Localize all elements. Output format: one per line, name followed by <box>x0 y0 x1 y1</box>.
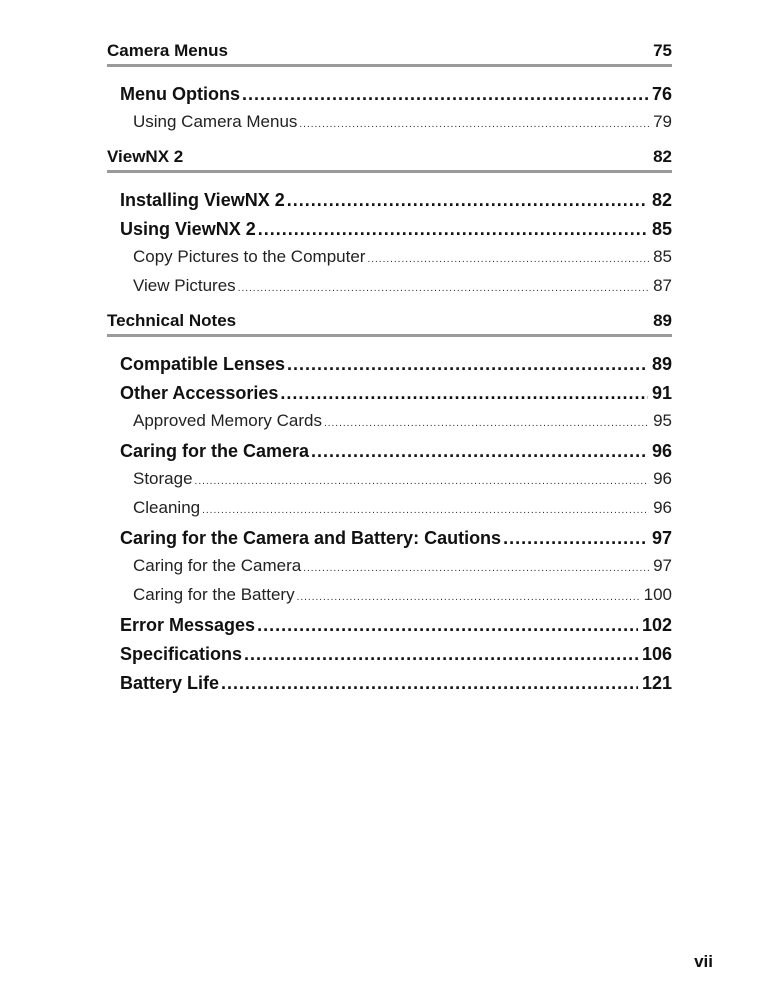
entry-page: 100 <box>643 585 672 604</box>
dot-leader <box>287 186 648 215</box>
entry-label: Error Messages <box>120 615 256 635</box>
table-of-contents <box>107 36 672 702</box>
entry-label: Battery Life <box>120 673 220 693</box>
toc-entry[interactable] <box>107 215 672 244</box>
entry-label: Caring for the Battery <box>133 585 295 604</box>
entry-label: View Pictures <box>133 276 236 295</box>
entry-label: Storage <box>133 469 193 488</box>
toc-subentry[interactable] <box>107 273 672 302</box>
entry-page: 96 <box>653 498 672 517</box>
entry-label: Cleaning <box>133 498 201 517</box>
section-page: 89 <box>653 311 672 330</box>
entry-page: 87 <box>653 276 672 295</box>
dot-leader <box>280 379 648 408</box>
toc-subentry[interactable] <box>107 582 672 611</box>
toc-subentry[interactable] <box>107 109 672 138</box>
entry-label: Using Camera Menus <box>133 112 298 131</box>
entry-label: Approved Memory Cards <box>133 411 322 430</box>
dot-leader <box>258 215 648 244</box>
section-title: Technical Notes <box>107 311 237 330</box>
toc-section-camera-menus <box>107 36 672 142</box>
section-heading[interactable] <box>107 36 672 67</box>
entry-page: 106 <box>641 644 672 664</box>
dot-leader <box>238 276 649 302</box>
dot-leader <box>244 640 638 669</box>
toc-entry[interactable] <box>107 611 672 640</box>
dot-leader <box>299 112 649 138</box>
toc-section-technical-notes <box>107 306 672 702</box>
dot-leader <box>303 556 649 582</box>
entry-page: 85 <box>653 247 672 266</box>
toc-subentry[interactable] <box>107 466 672 495</box>
entry-page: 76 <box>651 84 672 104</box>
dot-leader <box>202 498 649 524</box>
dot-leader <box>257 611 638 640</box>
dot-leader <box>195 469 650 495</box>
entry-label: Caring for the Camera <box>120 441 310 461</box>
entry-page: 85 <box>651 219 672 239</box>
toc-subentry[interactable] <box>107 553 672 582</box>
toc-entry[interactable] <box>107 437 672 466</box>
section-page: 82 <box>653 147 672 166</box>
toc-entry[interactable] <box>107 186 672 215</box>
dot-leader <box>242 80 648 109</box>
entry-label: Menu Options <box>120 84 240 104</box>
toc-entry[interactable] <box>107 350 672 379</box>
toc-subentry[interactable] <box>107 244 672 273</box>
entry-page: 79 <box>653 112 672 131</box>
entry-label: Installing ViewNX 2 <box>120 190 285 210</box>
entry-label: Copy Pictures to the Computer <box>133 247 366 266</box>
section-title: ViewNX 2 <box>107 147 184 166</box>
page-number: vii <box>694 952 713 971</box>
entry-page: 97 <box>653 556 672 575</box>
entry-label: Compatible Lenses <box>120 354 286 374</box>
entry-label: Other Accessories <box>120 383 279 403</box>
toc-entry[interactable] <box>107 80 672 109</box>
entry-page: 121 <box>641 673 672 693</box>
section-heading[interactable] <box>107 306 672 337</box>
dot-leader <box>324 411 649 437</box>
toc-entry[interactable] <box>107 640 672 669</box>
entry-page: 91 <box>651 383 672 403</box>
entry-label: Using ViewNX 2 <box>120 219 256 239</box>
entry-page: 95 <box>653 411 672 430</box>
entry-page: 96 <box>653 469 672 488</box>
entry-page: 102 <box>641 615 672 635</box>
toc-subentry[interactable] <box>107 408 672 437</box>
entry-page: 97 <box>651 528 672 548</box>
toc-entry[interactable] <box>107 524 672 553</box>
entry-page: 96 <box>651 441 672 461</box>
entry-page: 82 <box>651 190 672 210</box>
entry-page: 89 <box>651 354 672 374</box>
dot-leader <box>287 350 648 379</box>
toc-subentry[interactable] <box>107 495 672 524</box>
dot-leader <box>503 524 648 553</box>
dot-leader <box>367 247 649 273</box>
entry-label: Caring for the Camera and Battery: Cautions <box>120 528 502 548</box>
entry-label: Caring for the Camera <box>133 556 302 575</box>
section-heading[interactable] <box>107 142 672 173</box>
toc-entry[interactable] <box>107 669 672 698</box>
dot-leader <box>297 585 640 611</box>
section-page: 75 <box>653 41 672 60</box>
toc-entry[interactable] <box>107 379 672 408</box>
entry-label: Specifications <box>120 644 243 664</box>
dot-leader <box>221 669 638 698</box>
toc-section-viewnx-2 <box>107 142 672 306</box>
dot-leader <box>311 437 648 466</box>
section-title: Camera Menus <box>107 41 228 60</box>
